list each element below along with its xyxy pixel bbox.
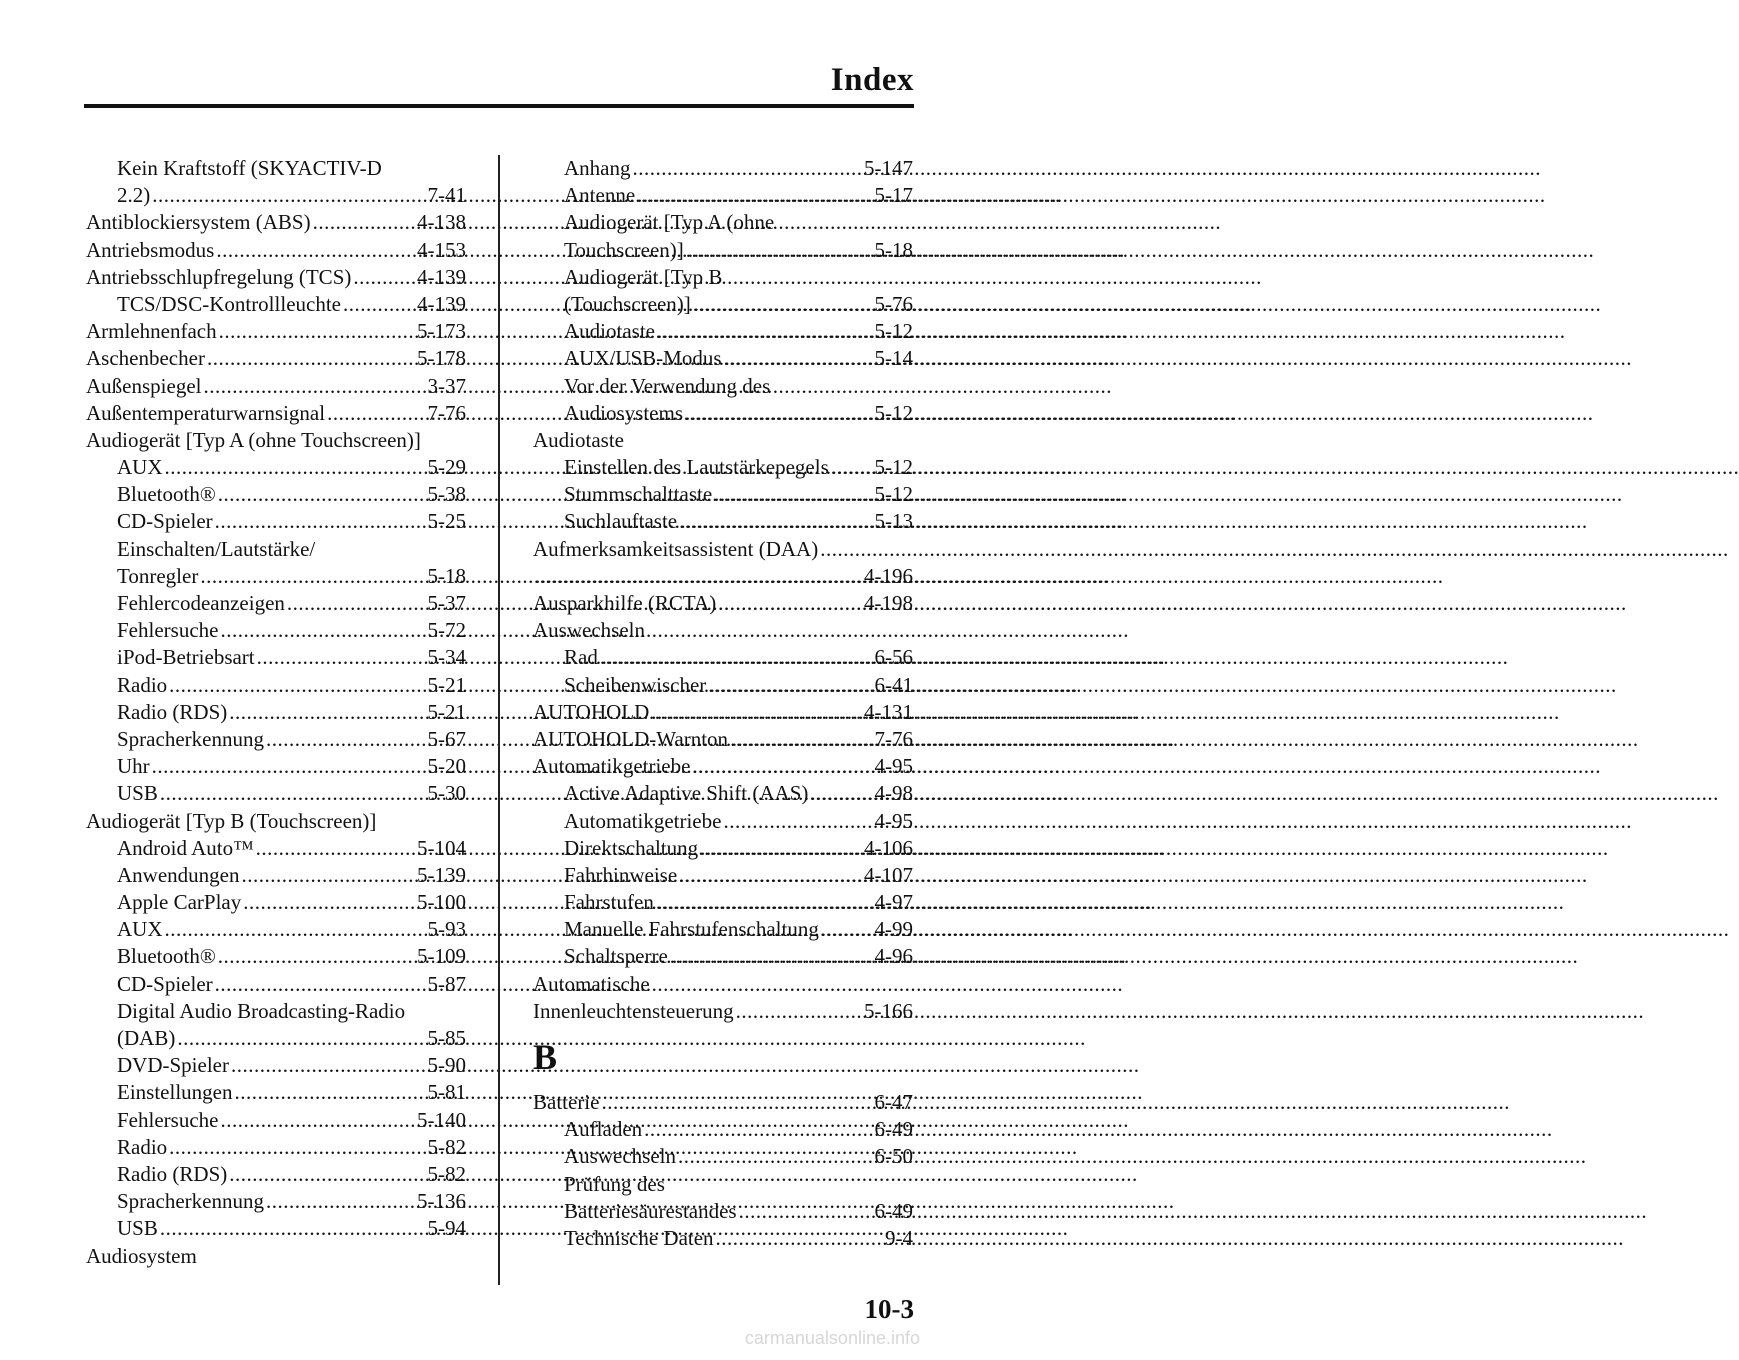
index-entry [86,1079,466,1106]
index-entry [86,753,466,780]
leader-dots [160,780,426,807]
index-entry-term: Suchlauftaste [564,509,678,534]
index-entry-term: Android Auto™ [117,835,254,860]
index-entry-term: Automatikgetriebe [564,808,722,833]
leader-dots [219,318,415,345]
leader-dots [708,672,872,699]
leader-dots [723,808,872,835]
index-entry-page: 5-21 [427,672,466,697]
index-entry-page: 5-72 [427,618,466,643]
index-entry [533,209,913,236]
index-entry-term: Rad [564,645,598,670]
index-entry-page: 5-12 [874,400,913,425]
index-entry-page: 4-198 [864,591,913,615]
index-entry-page: 5-178 [417,346,466,371]
leader-dots [266,726,426,753]
index-column-left [86,155,466,1270]
index-entry-term: Fehlersuche [117,618,219,643]
index-entry-term: Radio (RDS) [117,699,228,724]
index-entry-page: 6-41 [874,672,913,697]
index-entry-term: Audiogerät [Typ A (ohne [564,210,775,235]
index-entry [86,862,466,889]
index-entry [533,318,913,345]
index-entry-term: Auswechseln [533,618,645,643]
index-entry-term: (Touchscreen)] [564,291,691,316]
index-entry [533,971,913,998]
index-entry-term: AUTOHOLD [533,699,650,724]
index-entry-term: Audiosystems [564,400,684,425]
index-entry [533,726,913,753]
index-entry-term: Audiogerät [Typ B [564,264,723,289]
index-entry [86,1052,466,1079]
index-entry [533,454,913,481]
leader-dots [692,753,872,780]
index-entry-term: Radio (RDS) [117,1161,228,1186]
index-entry-term: AUTOHOLD-Warnton [533,726,729,751]
leader-dots [287,590,426,617]
index-entry-term: AUX [117,455,163,480]
index-section-b [533,1089,913,1252]
header-rule [84,104,914,108]
index-entry [86,780,466,807]
index-entry-page: 4-96 [874,944,913,969]
leader-dots [353,264,415,291]
index-entry [533,1143,913,1170]
index-entry [86,1243,466,1270]
index-entry [533,536,913,563]
index-entry [533,889,913,916]
index-entry [86,291,466,318]
index-entry-page: 4-138 [417,210,466,235]
index-entry-page: 4-99 [874,917,913,942]
index-entry-term: (DAB) [117,1026,176,1050]
index-entry [86,644,466,671]
index-entry-term: Audiogerät [Typ A (ohne Touchscreen)] [86,427,421,452]
index-entry [533,916,913,943]
index-entry-page: 7-76 [874,726,913,751]
index-entry [533,345,913,372]
leader-dots [327,400,425,427]
index-entry-term: Außenspiegel [86,373,202,398]
index-entry-term: Schaltsperre [564,944,668,969]
index-entry [533,1225,913,1252]
index-entry [533,862,913,889]
index-entry [533,563,913,590]
index-entry-term: Antiblockiersystem (ABS) [86,210,311,235]
index-entry [86,427,466,454]
index-entry [533,1089,913,1116]
index-entry-page: 6-49 [874,1198,913,1223]
leader-dots [229,699,425,726]
index-entry-term: Antenne [564,183,636,208]
index-entry [86,155,466,182]
index-entry-term: Audiotaste [564,319,655,344]
leader-dots [600,644,873,671]
index-entry-page: 6-47 [874,1090,913,1114]
index-entry-page: 4-139 [417,264,466,289]
leader-dots [656,889,873,916]
index-entry-term: Scheibenwischer [564,672,707,697]
index-entry [533,590,913,617]
index-entry [86,209,466,236]
index-entry-page: 5-173 [417,319,466,344]
index-entry-page: 7-76 [427,400,466,425]
leader-dots [218,481,426,508]
leader-dots [724,345,873,372]
leader-dots [718,590,862,617]
index-entry [86,998,466,1025]
index-entry-term: Fehlersuche [117,1107,219,1132]
index-entry [533,998,913,1025]
index-entry-term: Aufmerksamkeitsassistent (DAA) [533,536,819,561]
leader-dots [215,971,426,998]
index-entry-term: Fehlercodeanzeigen [117,591,285,615]
index-entry-term: Fahrstufen [564,890,654,915]
index-entry [533,373,913,400]
index-entry-term: Apple CarPlay [117,890,242,915]
index-entry [86,1215,466,1242]
index-letter-heading: B [533,1037,558,1077]
leader-dots [700,835,862,862]
index-entry [86,373,466,400]
index-entry-page: 6-56 [874,645,913,670]
index-entry-term: Spracherkennung [117,1189,264,1214]
index-entry-term: Antriebsmodus [86,237,215,262]
index-entry-page: 4-106 [864,835,913,860]
index-entry-page: 5-67 [427,726,466,751]
index-entry-page: 4-131 [864,699,913,724]
leader-dots [256,835,415,862]
index-entry-page: 5-85 [427,1026,466,1050]
leader-dots [257,644,426,671]
index-entry [86,835,466,862]
index-entry-term: AUX [117,917,163,942]
index-entry-term: 2.2) [117,183,151,208]
index-entry [533,617,913,644]
leader-dots [152,753,426,780]
index-entry-term: CD-Spieler [117,509,213,534]
index-entry [533,1198,913,1225]
index-entry-term: Außentemperaturwarnsignal [86,400,326,425]
index-entry [533,780,913,807]
page-title: Index [830,62,914,98]
index-entry [533,943,913,970]
leader-dots [218,943,415,970]
index-entry-page: 5-147 [864,156,913,180]
index-entry-term: Einstellen des Lautstärkepegels [564,455,829,480]
index-entry-term: Bluetooth® [117,482,216,507]
leader-dots [313,209,415,236]
index-entry [86,400,466,427]
index-entry-term: DVD-Spieler [117,1053,229,1078]
leader-dots [220,617,425,644]
leader-dots [831,454,873,481]
index-entry-term: Innenleuchtensteuerung [533,998,734,1023]
index-entry-page: 4-139 [417,291,466,316]
index-entry-term: Batteriesäurestandes [564,1198,737,1223]
leader-dots [169,672,425,699]
index-entry-page: 5-87 [427,971,466,996]
leader-dots [169,1134,425,1161]
index-entry [86,1161,466,1188]
index-entry [533,753,913,780]
index-entry [533,1116,913,1143]
leader-dots [633,155,863,182]
leader-dots [200,563,425,590]
index-entry [533,672,913,699]
index-entry-page: 4-97 [874,890,913,915]
leader-dots [177,1025,425,1052]
leader-dots [810,780,872,807]
index-entry [86,1188,466,1215]
index-entry [533,182,913,209]
index-entry [86,536,466,563]
index-entry-page: 9-4 [885,1225,913,1250]
index-entry [533,1171,913,1198]
index-entry [86,345,466,372]
index-entry [533,808,913,835]
index-entry-page: 5-104 [417,835,466,860]
leader-dots [343,291,415,318]
leader-dots [203,373,425,400]
index-entry-term: Auswechseln [564,1144,676,1169]
index-entry [86,590,466,617]
index-entry [533,835,913,862]
index-entry-page: 5-18 [874,237,913,262]
index-entry-page: 5-12 [874,482,913,507]
watermark: carmanualsonline.info [744,1328,920,1348]
index-entry-term: Digital Audio Broadcasting-Radio [117,998,406,1023]
index-entry-term: Automatikgetriebe [533,754,691,779]
index-entry [533,264,913,291]
leader-dots [736,998,862,1025]
index-entry-page: 6-50 [874,1144,913,1169]
index-entry-term: Batterie [533,1090,600,1114]
leader-dots [670,943,873,970]
index-entry-page: 5-34 [427,645,466,670]
index-entry-page: 5-14 [874,346,913,371]
leader-dots [679,508,872,535]
index-entry [86,1134,466,1161]
leader-dots [730,726,872,753]
leader-dots [693,291,873,318]
index-entry-term: Active Adaptive Shift (AAS) [564,781,809,806]
index-entry-term: Manuelle Fahrstufenschaltung [564,917,819,942]
index-entry-page: 5-94 [427,1216,466,1241]
index-entry-term: USB [117,781,158,806]
index-entry-term: TCS/DSC-Kontrollleuchte [117,291,341,316]
index-entry-page: 5-12 [874,455,913,480]
index-entry-term: CD-Spieler [117,971,213,996]
index-entry [86,318,466,345]
leader-dots [207,345,415,372]
index-entry-page: 5-38 [427,482,466,507]
index-entry [86,971,466,998]
leader-dots [152,182,425,209]
index-entry [533,155,913,182]
index-entry-page: 5-25 [427,509,466,534]
leader-dots [229,1161,425,1188]
index-entry [86,726,466,753]
index-entry-term: Ausparkhilfe (RCTA) [533,591,717,615]
index-entry-page: 5-12 [874,319,913,344]
index-entry-page: 5-30 [427,781,466,806]
index-entry-term: Kein Kraftstoff (SKYACTIV-D [117,156,382,180]
index-entry-term: Einschalten/Lautstärke/ [117,536,316,561]
index-entry-term: Radio [117,1134,168,1159]
index-entry [86,1025,466,1052]
index-entry-term: AUX/USB-Modus [564,346,722,371]
leader-dots [535,563,862,590]
index-entry [86,943,466,970]
index-entry-page: 4-107 [864,862,913,887]
index-entry [86,699,466,726]
leader-dots [685,400,872,427]
index-entry-page: 5-17 [874,183,913,208]
leader-dots [679,862,862,889]
index-entry [86,617,466,644]
index-entry [86,1107,466,1134]
index-entry-term: Aufladen [564,1117,643,1142]
index-entry-page: 5-18 [427,563,466,588]
index-entry-term: Bluetooth® [117,944,216,969]
leader-dots [739,1198,873,1225]
index-entry-term: Audiosystem [86,1243,197,1268]
index-entry [86,454,466,481]
index-entry-term: Antriebsschlupfregelung (TCS) [86,264,352,289]
leader-dots [678,1143,873,1170]
index-entry [86,237,466,264]
leader-dots [686,237,873,264]
index-entry [86,889,466,916]
index-entry-page: 5-37 [427,591,466,615]
index-entry-term: Anhang [564,156,631,180]
leader-dots [266,1188,415,1215]
leader-dots [601,1089,872,1116]
leader-dots [644,1116,872,1143]
index-entry-term: Einstellungen [117,1080,233,1105]
index-entry-page: 4-153 [417,237,466,262]
index-entry-page: 5-82 [427,1134,466,1159]
index-entry-page: 5-166 [864,998,913,1023]
index-entry-page: 3-37 [427,373,466,398]
index-entry-term: Direktschaltung [564,835,699,860]
column-divider [498,155,500,1285]
index-entry [86,808,466,835]
leader-dots [651,699,862,726]
index-entry [533,237,913,264]
index-entry-term: Radio [117,672,168,697]
leader-dots [657,318,873,345]
index-entry-page: 5-21 [427,699,466,724]
leader-dots [220,1107,415,1134]
index-entry-page: 5-139 [417,862,466,887]
leader-dots [716,1225,883,1252]
index-entry-page: 6-49 [874,1117,913,1142]
index-entry-page: 4-95 [874,754,913,779]
index-entry-page: 5-136 [417,1189,466,1214]
index-entry-page: 5-109 [417,944,466,969]
leader-dots [243,889,415,916]
index-section-a-continued [533,155,913,1025]
index-entry-page: 4-98 [874,781,913,806]
index-entry-page: 5-93 [427,917,466,942]
index-entry [533,481,913,508]
index-entry-term: Armlehnenfach [86,319,217,344]
index-entry-page: 5-90 [427,1053,466,1078]
leader-dots [231,1052,426,1079]
index-entry-term: Audiogerät [Typ B (Touchscreen)] [86,808,377,833]
leader-dots [820,536,911,563]
leader-dots [714,481,872,508]
index-entry-page: 5-140 [417,1107,466,1132]
leader-dots [160,1215,426,1242]
leader-dots [241,862,415,889]
index-entry-page: 5-20 [427,754,466,779]
index-entry-page: 4-95 [874,808,913,833]
index-entry [86,916,466,943]
index-entry-page: 5-76 [874,291,913,316]
index-entry-term: Prüfung des [564,1171,665,1196]
index-entry-term: Technische Daten [564,1225,714,1250]
index-entry-term: Uhr [117,754,150,779]
index-entry-term: Vor der Verwendung des [564,373,771,398]
index-entry-page: 5-82 [427,1161,466,1186]
index-entry-term: Touchscreen)] [564,237,684,262]
index-entry [86,672,466,699]
page-number: 10-3 [864,1294,914,1324]
leader-dots [821,916,873,943]
index-entry-term: USB [117,1216,158,1241]
index-entry-term: Fahrhinweise [564,862,678,887]
index-entry [86,264,466,291]
index-entry-page: 5-81 [427,1080,466,1105]
index-entry-page: 5-100 [417,890,466,915]
index-entry [86,563,466,590]
leader-dots [215,508,426,535]
index-entry-term: Stummschalttaste [564,482,713,507]
index-entry-page: 4-196 [864,563,913,588]
leader-dots [165,916,426,943]
index-entry [533,644,913,671]
index-entry-term: Automatische [533,971,650,996]
index-entry [86,508,466,535]
index-entry-term: Spracherkennung [117,726,264,751]
index-entry [533,427,913,454]
index-entry-term: iPod-Betriebsart [117,645,255,670]
index-entry [533,508,913,535]
index-column-right [533,155,913,1252]
index-entry-page: 5-13 [874,509,913,534]
index-entry-term: Tonregler [117,563,199,588]
index-entry-term: Aschenbecher [86,346,205,371]
index-entry [86,182,466,209]
index-entry-page: 5-29 [427,455,466,480]
index-entry [86,481,466,508]
index-entry [533,699,913,726]
leader-dots [216,237,415,264]
leader-dots [234,1079,425,1106]
index-entry-term: Audiotaste [533,427,624,452]
leader-dots [165,454,426,481]
index-entry [533,400,913,427]
index-entry-term: Anwendungen [117,862,240,887]
index-entry-page: 7-41 [427,183,466,208]
index-entry [533,291,913,318]
leader-dots [637,182,872,209]
